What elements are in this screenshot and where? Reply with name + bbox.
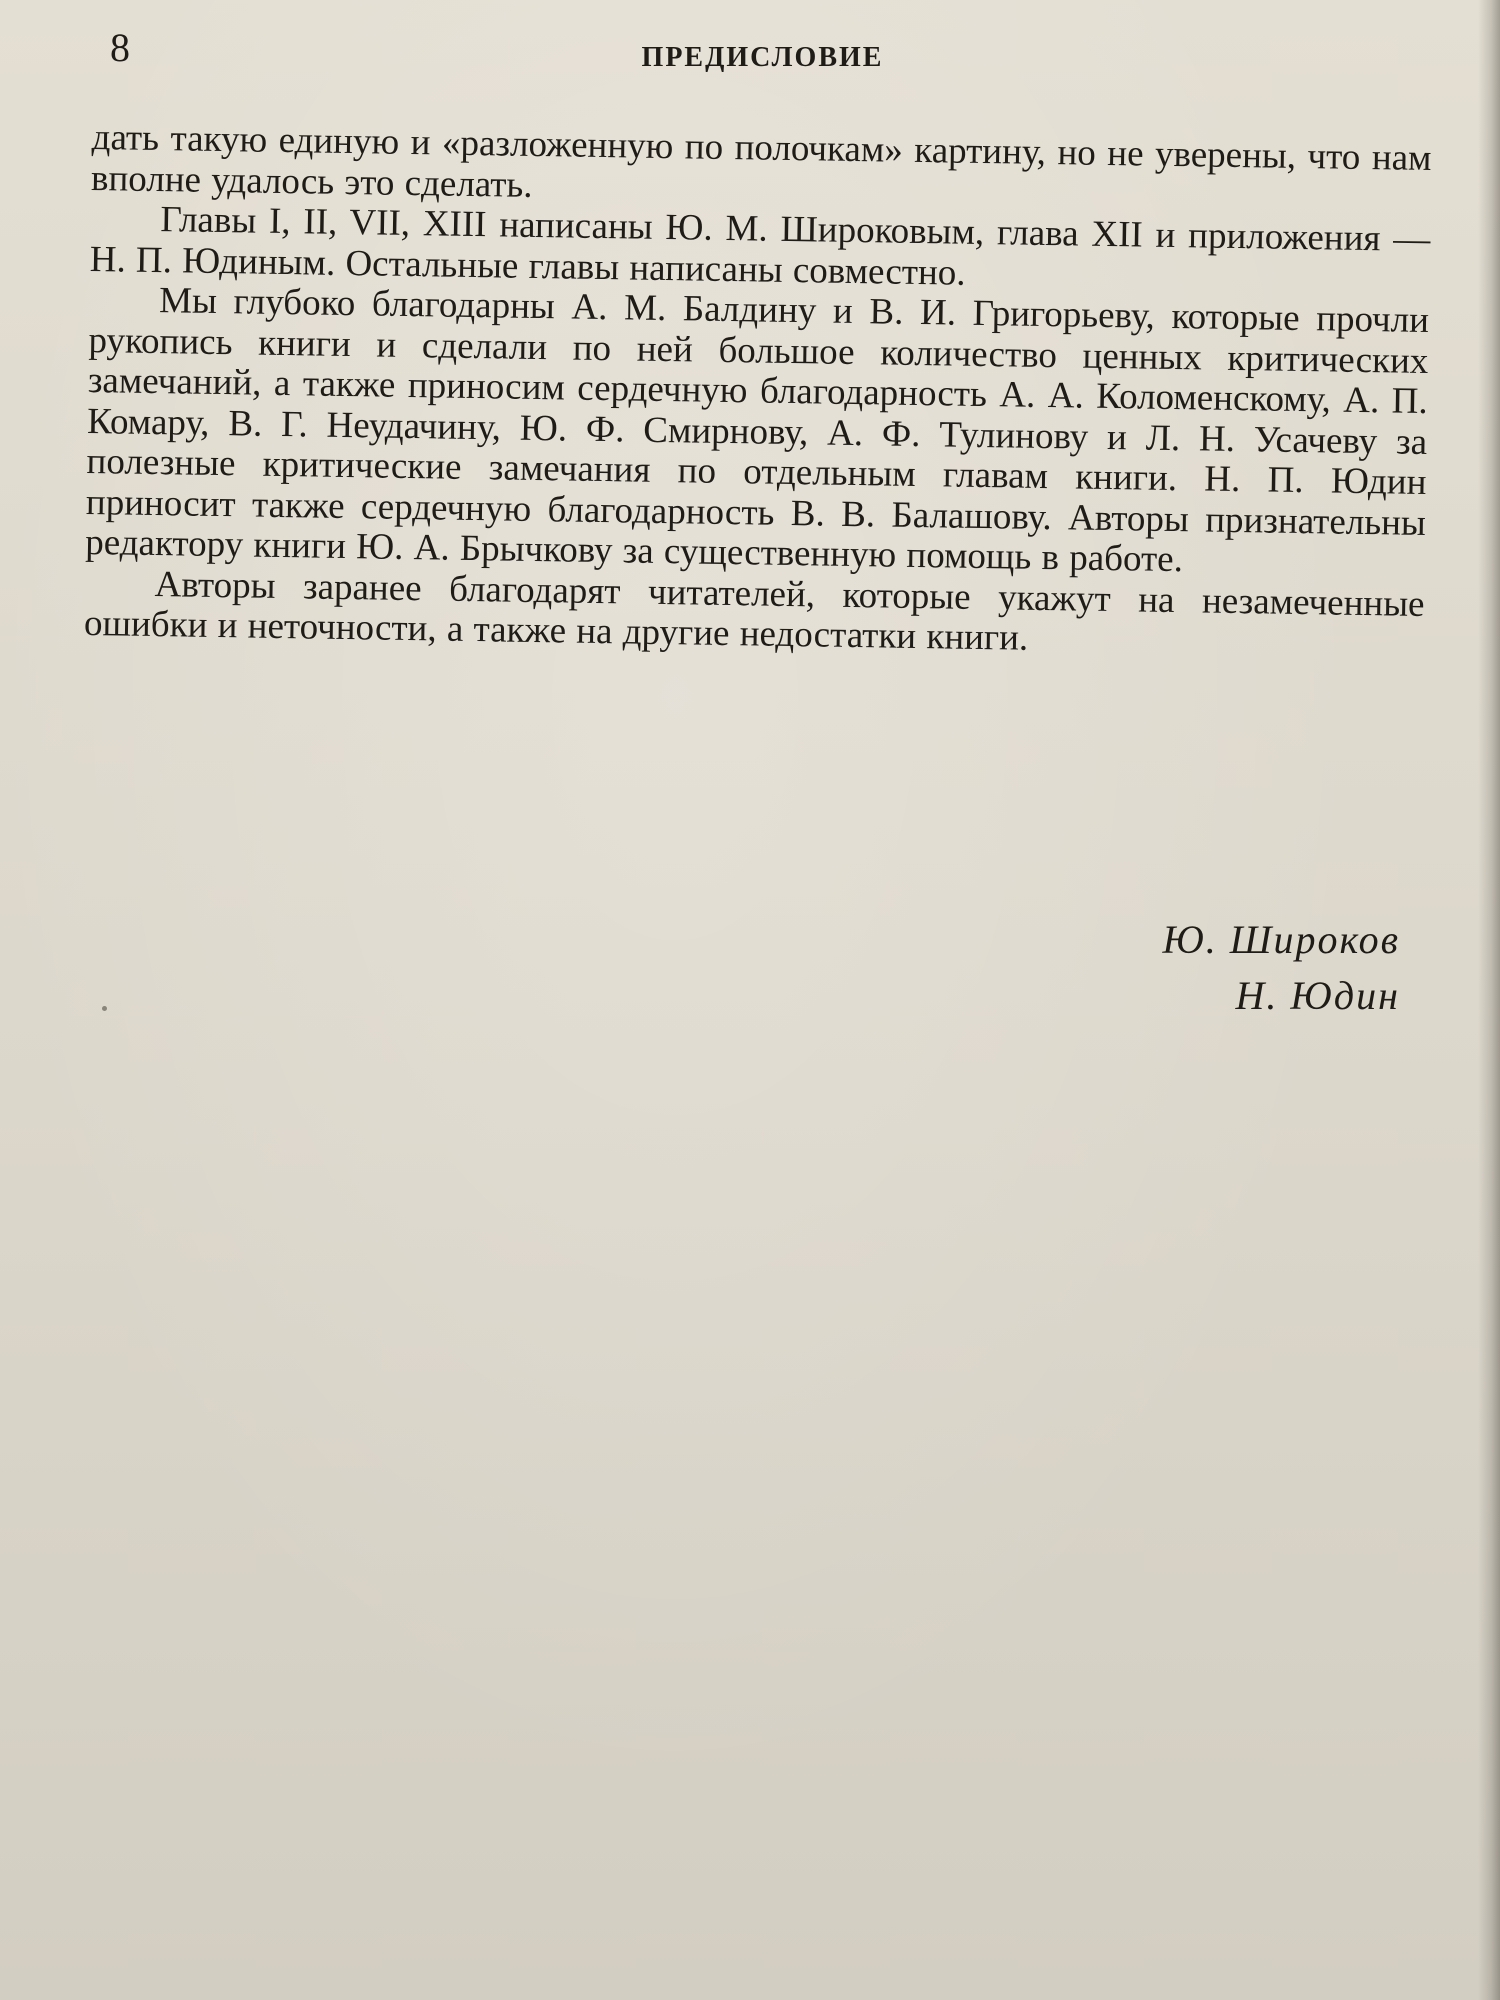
page-number: 8 [110,25,130,70]
paper-edge-shadow [1478,0,1500,2000]
running-head: ПРЕДИСЛОВИЕ [641,42,884,73]
paragraph-continuation: дать такую единую и «разложенную по полочкам» картину, но не уверены, что нам вполне удалось это сделать. [90,117,1432,206]
paper-speck [102,1006,107,1011]
preface-body [84,118,1432,665]
paragraph-acknowledgements: Мы глубоко благодарны А. М. Балдину и В. И. Григорьеву, которые прочли рукопись книги и сделали по ней большое количество ценных критических замечаний, а также приносим сердечную благодарность А. А. Коломенскому, А. П. Комару, В. Г. Неудачину, Ю. Ф. Смирнову, А. Ф. Тулинову и Л. Н. Усачеву за полезные критические замечания по отдельным главам книги. Н. П. Юдин приносит также сердечную благодарность В. В. Балашову. Авторы признательны редактору книги Ю. А. Брычкову за существенную помощь в работе. [85,280,1430,581]
paragraph-readers-thanks: Авторы заранее благодарят читателей, которые укажут на незамеченные ошибки и неточности, а также на другие недостатки книги. [83,563,1425,659]
paragraph-chapters-authorship: Главы I, II, VII, XIII написаны Ю. М. Широковым, глава XII и приложения — Н. П. Юдиным. Остальные главы написаны совместно. [89,199,1431,294]
authors-signature [1162,912,1400,1024]
signature-line-yudin: Н. Юдин [1235,973,1400,1018]
signature-line-shirokov: Ю. Широков [1162,917,1400,962]
